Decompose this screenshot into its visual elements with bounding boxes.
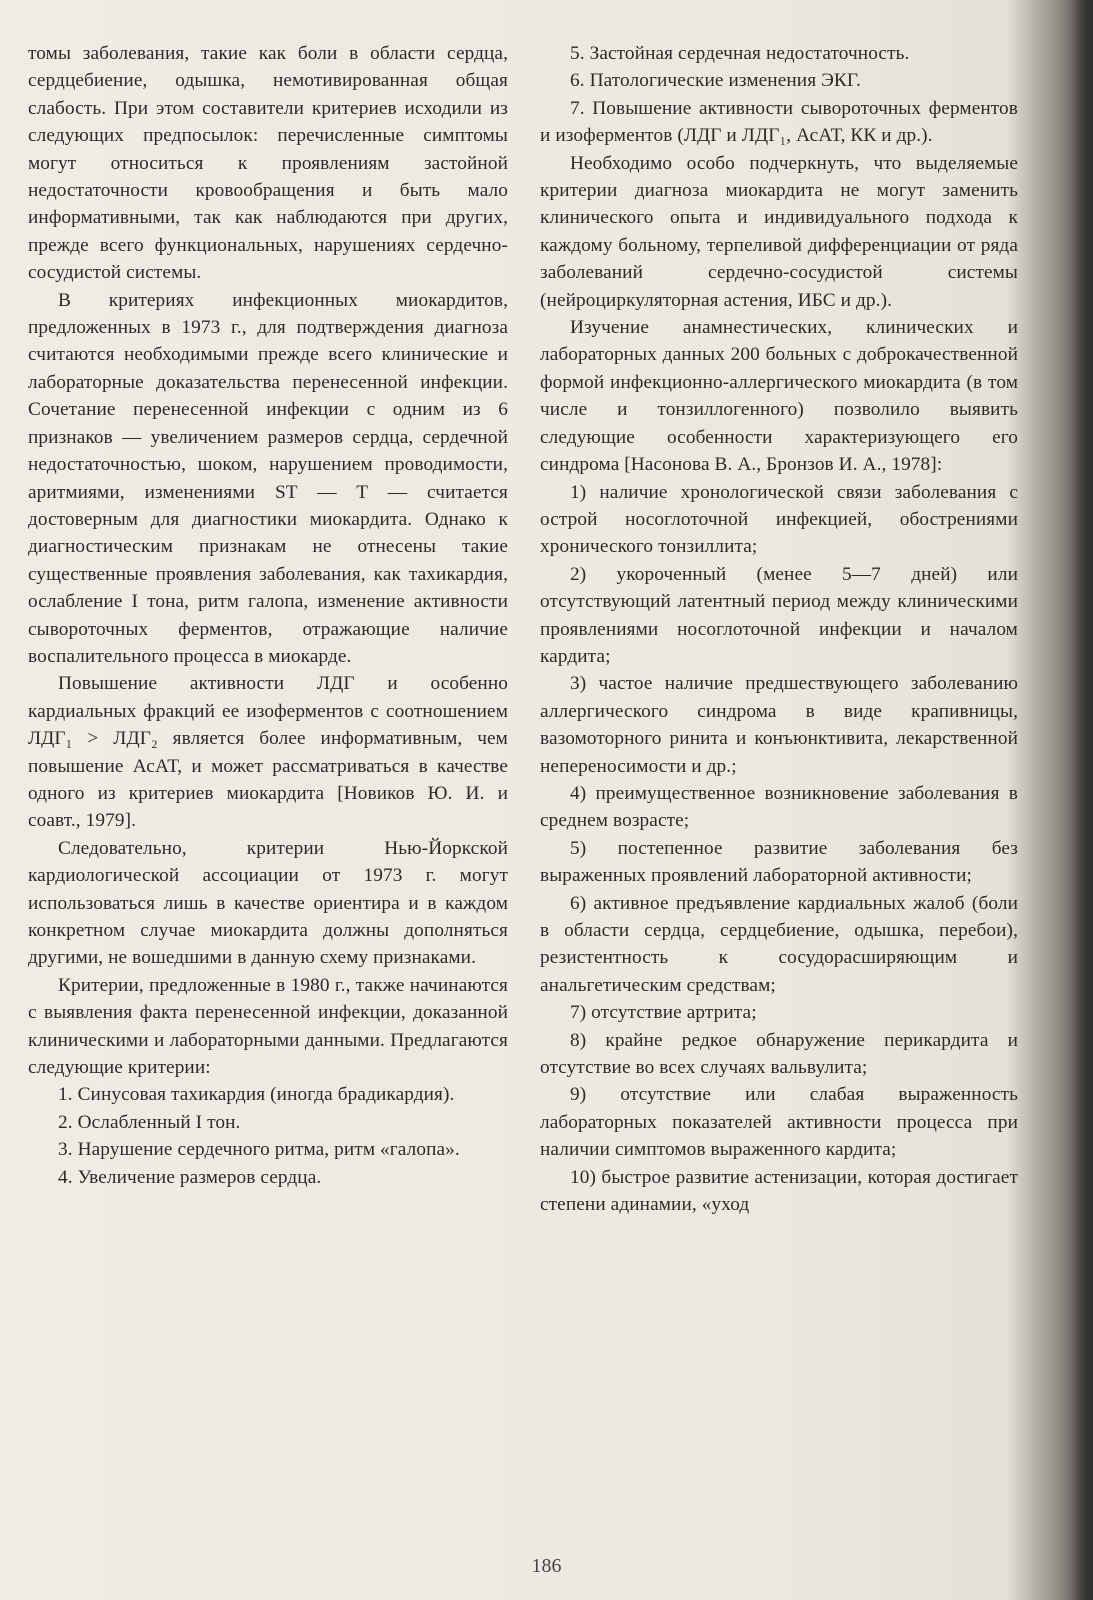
- left-column: [28, 40, 508, 1191]
- list-item: 6) активное предъявление кардиальных жалоб (боли в области сердца, сердцебиение, одышка, перебои), резистентность к сосудорасширяющим и анальгетическим средствам;: [540, 892, 1018, 996]
- list-item: 9) отсутствие или слабая выраженность лабораторных показателей активности процесса при наличии симптомов выраженного кардита;: [540, 1084, 1018, 1161]
- paragraph: томы заболевания, такие как боли в области сердца, сердцебиение, одышка, немотивированная общая слабость. При этом составители критериев исходили из следующих предпосылок: перечисленные симптомы могут относиться к проявлениям застойной недостаточности кровообращения и быть мало информативными, так как наблюдаются при других, прежде всего функциональных, нарушениях сердечно-сосудистой системы.: [28, 43, 508, 284]
- paragraph: Следовательно, критерии Нью-Йоркской кардиологической ассоциации от 1973 г. могут использоваться лишь в качестве ориентира и в каждом конкретном случае миокардита должны дополняться другими, не вошедшими в данную схему признаками.: [28, 837, 508, 969]
- list-item: 2. Ослабленный I тон.: [58, 1111, 241, 1133]
- list-item: 1. Синусовая тахикардия (иногда брадикардия).: [58, 1084, 455, 1106]
- list-item: 7) отсутствие артрита;: [570, 1002, 757, 1024]
- paragraph: Изучение анамнестических, клинических и лабораторных данных 200 больных с доброкачественной формой инфекционно-аллергического миокардита (в том числе и тонзиллогенного) позволило выявить следующие особенности характеризующего его синдрома [Насонова В. А., Бронзов И. А., 1978]:: [540, 317, 1018, 476]
- list-item: 10) быстрое развитие астенизации, которая достигает степени адинамии, «уход: [540, 1166, 1018, 1216]
- list-item: 4. Увеличение размеров сердца.: [58, 1166, 322, 1188]
- list-item: 4) преимущественное возникновение заболевания в среднем возрасте;: [540, 782, 1018, 832]
- paragraph: В критериях инфекционных миокардитов, предложенных в 1973 г., для подтверждения диагноза считаются необходимыми прежде всего клинические и лабораторные доказательства перенесенной инфекции. Сочетание перенесенной инфекции с одним из 6 признаков — увеличением размеров сердца, сердечной недостаточностью, шоком, нарушением проводимости, аритмиями, изменениями ST — T — считается достоверным для диагностики миокардита. Однако к диагностическим признакам не отнесены такие существенные проявления заболевания, как тахикардия, ослабление I тона, ритм галопа, изменение активности сывороточных ферментов, отражающие наличие воспалительного процесса в миокарде.: [28, 289, 508, 667]
- list-item: 3. Нарушение сердечного ритма, ритм «галопа».: [58, 1139, 460, 1161]
- paragraph: Критерии, предложенные в 1980 г., также начинаются с выявления факта перенесенной инфекции, доказанной клиническими и лабораторными данными. Предлагаются следующие критерии:: [28, 974, 508, 1079]
- list-item: 3) частое наличие предшествующего заболеванию аллергического синдрома в виде крапивницы, вазомоторного ринита и конъюнктивита, лекарственной непереносимости и др.;: [540, 673, 1018, 777]
- list-item: 5) постепенное развитие заболевания без выраженных проявлений лабораторной активности;: [540, 837, 1018, 887]
- list-item: 1) наличие хронологической связи заболевания с острой носоглоточной инфекцией, обострениями хронического тонзиллита;: [540, 481, 1018, 558]
- paragraph: Необходимо особо подчеркнуть, что выделяемые критерии диагноза миокардита не могут заменить клинического опыта и индивидуального подхода к каждому больному, терпеливой дифференциации от ряда заболеваний сердечно-сосудистой системы (нейроциркуляторная астения, ИБС и др.).: [540, 152, 1018, 311]
- paragraph: Повышение активности ЛДГ и особенно кардиальных фракций ее изоферментов с соотношением ЛДГ₁ > ЛДГ₂ является более информативным, чем повышение АсАТ, и может рассматриваться в качестве одного из критериев миокардита [Новиков Ю. И. и соавт., 1979].: [28, 673, 508, 832]
- list-item: 8) крайне редкое обнаружение перикардита и отсутствие во всех случаях вальвулита;: [540, 1029, 1018, 1079]
- list-item: 5. Застойная сердечная недостаточность.: [570, 43, 910, 64]
- list-item: 2) укороченный (менее 5—7 дней) или отсутствующий латентный период между клиническими проявлениями носоглоточной инфекции и началом кардита;: [540, 563, 1018, 667]
- page-binding-shadow: [1071, 0, 1093, 1600]
- list-item: 7. Повышение активности сывороточных ферментов и изоферментов (ЛДГ и ЛДГ₁, АсАТ, КК и др.).: [540, 97, 1018, 147]
- list-item: 6. Патологические изменения ЭКГ.: [570, 70, 861, 92]
- page-number: 186: [531, 1555, 562, 1577]
- right-column: [540, 40, 1018, 1218]
